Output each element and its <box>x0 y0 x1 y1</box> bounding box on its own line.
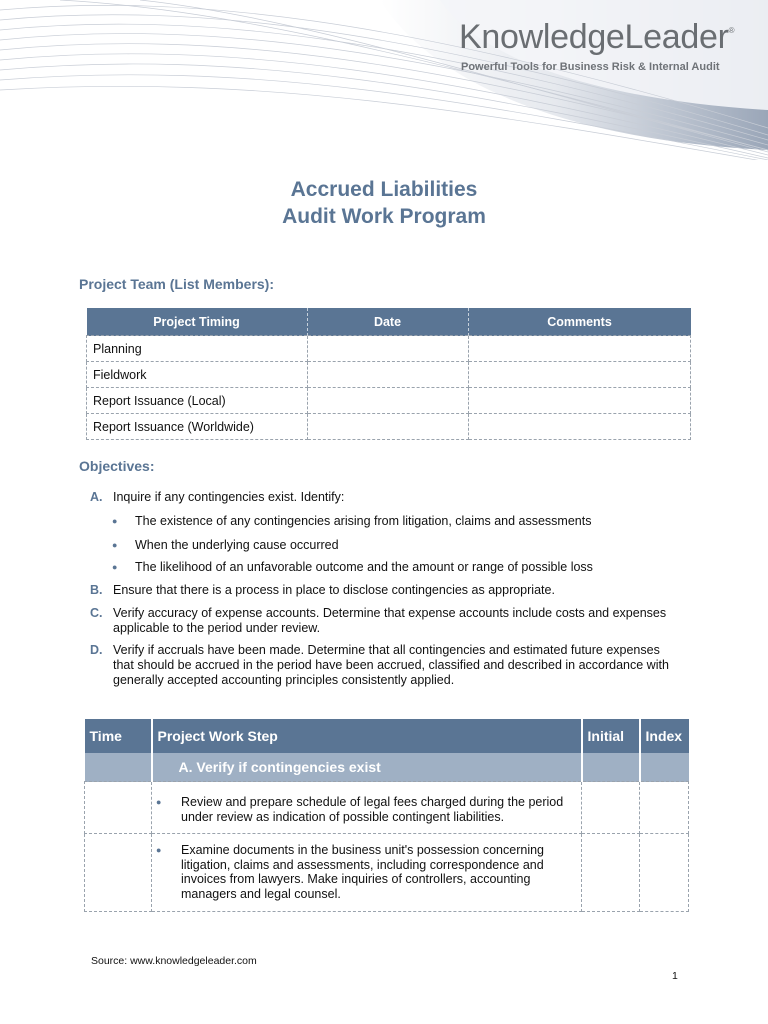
objective-text: Verify accuracy of expense accounts. Determine that expense accounts include costs and expenses applicable to the period under review. <box>113 606 667 635</box>
bullet-dot-icon: ● <box>156 845 162 855</box>
brand-name-text: KnowledgeLeader <box>459 18 729 56</box>
objective-b <box>90 583 555 598</box>
work-step-text: Examine documents in the business unit's possession concerning litigation, claims and assessments, including correspondence and invoices from lawyers. Make inquiries of controllers, accounting managers and legal counsel. <box>181 843 545 901</box>
bullet-dot-icon: ● <box>112 516 118 526</box>
section-a-row <box>85 753 689 782</box>
page-title: Accrued Liabilities <box>290 178 478 201</box>
work-step-cell <box>152 834 582 912</box>
date-cell[interactable] <box>307 362 468 388</box>
objective-c <box>90 606 667 635</box>
bullet-dot-icon: ● <box>156 797 162 807</box>
objective-letter: C. <box>90 606 103 620</box>
timing-header-cell: Date <box>307 308 468 336</box>
work-program-table <box>84 719 689 912</box>
table-row <box>87 336 691 362</box>
source-footer: Source: www.knowledgeleader.com <box>91 955 257 967</box>
index-cell[interactable] <box>640 834 689 912</box>
objective-text: Verify if accruals have been made. Determine that all contingencies and estimated future expenses that should be accrued in the period have been accrued, classified and described in accordance with generally accepted accounting principles consistently applied. <box>113 643 669 687</box>
table-row <box>85 834 689 912</box>
section-spacer-cell <box>640 753 689 782</box>
work-program-header-row <box>85 719 689 753</box>
table-row <box>87 388 691 414</box>
comments-cell[interactable] <box>468 362 691 388</box>
date-cell[interactable] <box>307 388 468 414</box>
objective-letter: D. <box>90 643 103 657</box>
project-team-heading: Project Team (List Members): <box>79 276 275 292</box>
work-step-text: Review and prepare schedule of legal fees charged during the period under review as indication of possible contingent liabilities. <box>181 795 564 824</box>
comments-cell[interactable] <box>468 414 691 440</box>
table-row <box>87 414 691 440</box>
objective-a <box>90 490 345 505</box>
initial-cell[interactable] <box>582 782 640 834</box>
comments-cell[interactable] <box>468 336 691 362</box>
wp-header-cell: Initial <box>582 719 640 753</box>
timing-header-cell: Comments <box>468 308 691 336</box>
section-spacer-cell <box>85 753 152 782</box>
timing-phase-cell: Report Issuance (Worldwide) <box>87 414 308 440</box>
work-step-cell <box>152 782 582 834</box>
wp-header-cell: Index <box>640 719 689 753</box>
date-cell[interactable] <box>307 336 468 362</box>
bullet-text: The likelihood of an unfavorable outcome and the amount or range of possible loss <box>135 560 593 574</box>
section-a-label: A. Verify if contingencies exist <box>152 753 582 782</box>
index-cell[interactable] <box>640 782 689 834</box>
objective-text: Ensure that there is a process in place to disclose contingencies as appropriate. <box>113 583 555 597</box>
time-cell[interactable] <box>85 834 152 912</box>
time-cell[interactable] <box>85 782 152 834</box>
timing-header-row <box>87 308 691 336</box>
registered-mark: ® <box>728 26 735 35</box>
objective-text: Inquire if any contingencies exist. Identify: <box>113 490 345 504</box>
objective-d <box>90 643 669 687</box>
objective-letter: A. <box>90 490 103 504</box>
table-row <box>87 362 691 388</box>
brand-logo <box>459 18 734 57</box>
bullet-text: When the underlying cause occurred <box>135 538 339 552</box>
header-banner <box>0 0 768 160</box>
date-cell[interactable] <box>307 414 468 440</box>
timing-phase-cell: Fieldwork <box>87 362 308 388</box>
project-timing-table <box>86 308 691 440</box>
bullet-dot-icon: ● <box>112 562 118 572</box>
brand-tagline: Powerful Tools for Business Risk & Internal Audit <box>461 61 720 73</box>
page-number: 1 <box>672 970 678 982</box>
timing-header-cell: Project Timing <box>87 308 308 336</box>
timing-phase-cell: Planning <box>87 336 308 362</box>
section-spacer-cell <box>582 753 640 782</box>
objectives-heading: Objectives: <box>79 458 155 474</box>
bullet-text: The existence of any contingencies arising from litigation, claims and assessments <box>135 514 592 528</box>
initial-cell[interactable] <box>582 834 640 912</box>
bullet-dot-icon: ● <box>112 540 118 550</box>
wp-header-cell: Project Work Step <box>152 719 582 753</box>
wp-header-cell: Time <box>85 719 152 753</box>
table-row <box>85 782 689 834</box>
timing-phase-cell: Report Issuance (Local) <box>87 388 308 414</box>
comments-cell[interactable] <box>468 388 691 414</box>
page-subtitle: Audit Work Program <box>282 205 486 228</box>
objective-letter: B. <box>90 583 103 597</box>
